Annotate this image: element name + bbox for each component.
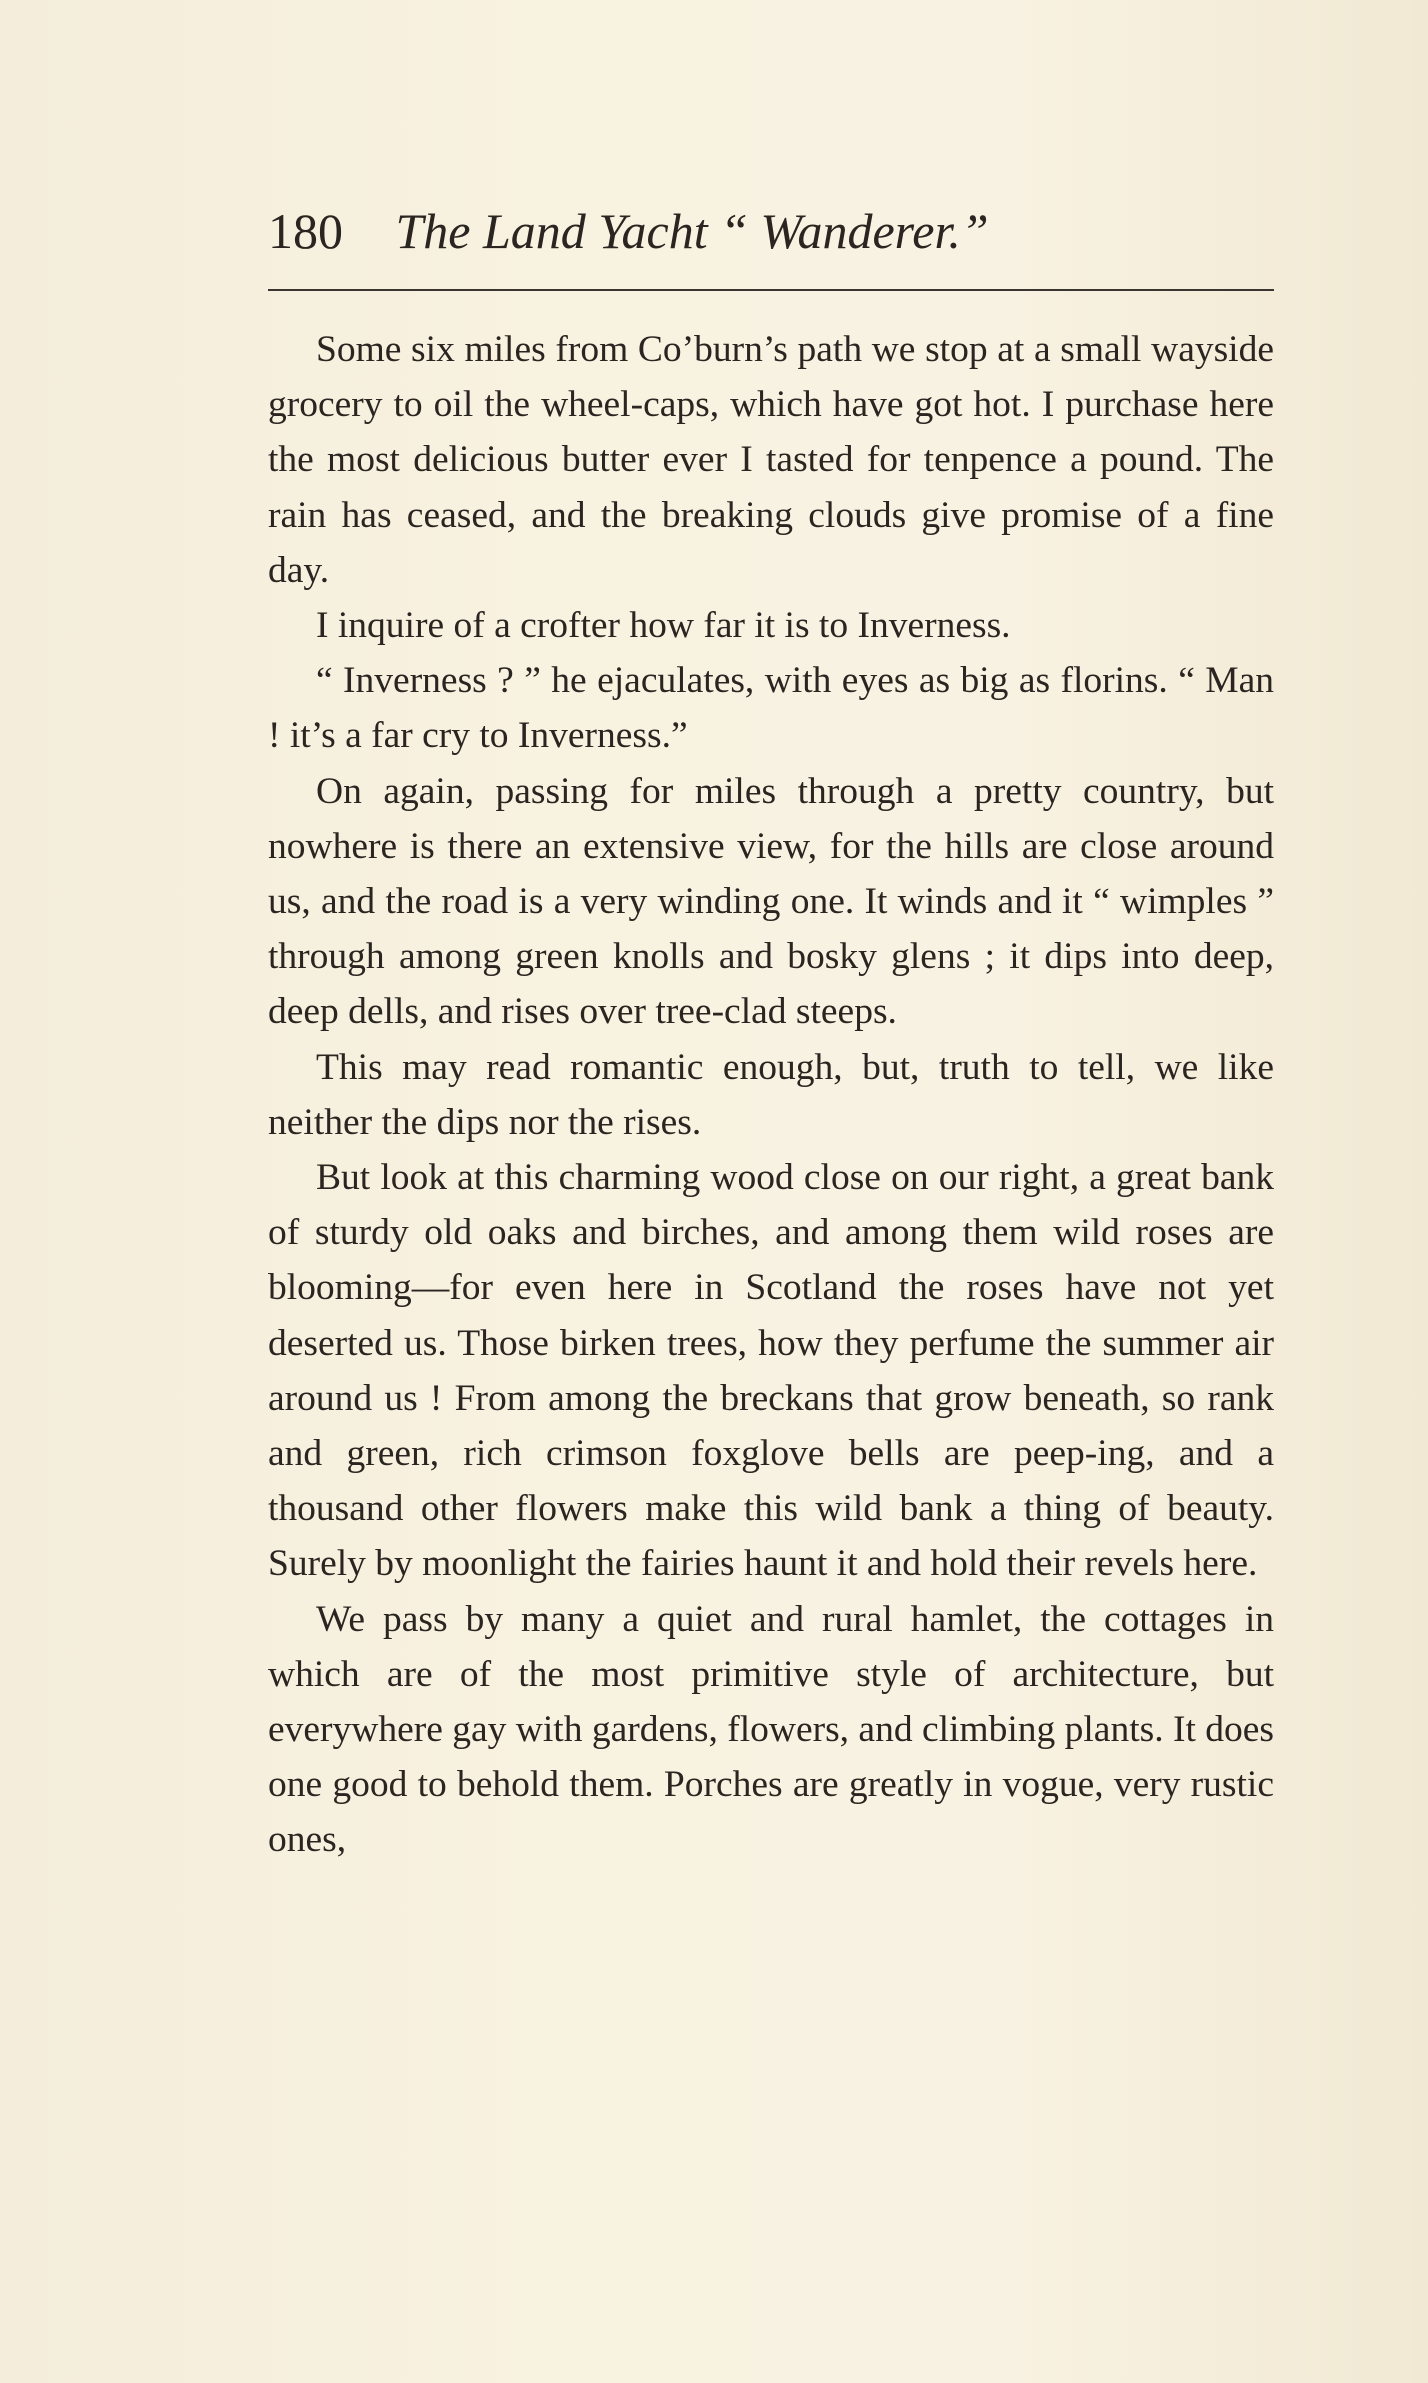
header-rule bbox=[268, 289, 1274, 291]
paragraph: Some six miles from Co’burn’s path we stop at a small wayside grocery to oil the wheel-caps, which have got hot. I purchase here the most delicious butter ever I tasted for tenpence a pound. The rain has ceased, and the breaking clouds give promise of a fine day. bbox=[268, 329, 1274, 591]
running-title: The Land Yacht “ Wanderer.” bbox=[395, 203, 989, 259]
paragraph: We pass by many a quiet and rural hamlet, the cottages in which are of the most primitive style of architecture, but everywhere gay with gardens, flowers, and climbing plants. It does one good to behold them. Porches are greatly in vogue, very rustic ones, bbox=[268, 1598, 1274, 1861]
paragraph: “ Inverness ? ” he ejaculates, with eyes as big as florins. “ Man ! it’s a far cry to Inverness.” bbox=[268, 660, 1274, 757]
page-number: 180 bbox=[268, 203, 343, 259]
paragraph: This may read romantic enough, but, truth to tell, we like neither the dips nor the rises. bbox=[268, 1046, 1274, 1143]
paragraph: I inquire of a crofter how far it is to Inverness. bbox=[316, 605, 1011, 647]
paragraph: On again, passing for miles through a pretty country, but nowhere is there an extensive view, for the hills are close around us, and the road is a very winding one. It winds and it “ wimples ” through among green knolls and bosky glens ; it dips into deep, deep dells, and rises over tree-clad steeps. bbox=[268, 770, 1274, 1033]
body-text bbox=[268, 322, 1274, 1868]
page-header bbox=[268, 196, 1278, 266]
paragraph: But look at this charming wood close on our right, a great bank of sturdy old oaks and birches, and among them wild roses are blooming—for even here in Scotland the roses have not yet deserted us. Those birken trees, how they perfume the summer air around us ! From among the breckans that grow beneath, so rank and green, rich crimson foxglove bells are peep-ing, and a thousand other flowers make this wild bank a thing of beauty. Surely by moonlight the fairies haunt it and hold their revels here. bbox=[268, 1157, 1274, 1585]
